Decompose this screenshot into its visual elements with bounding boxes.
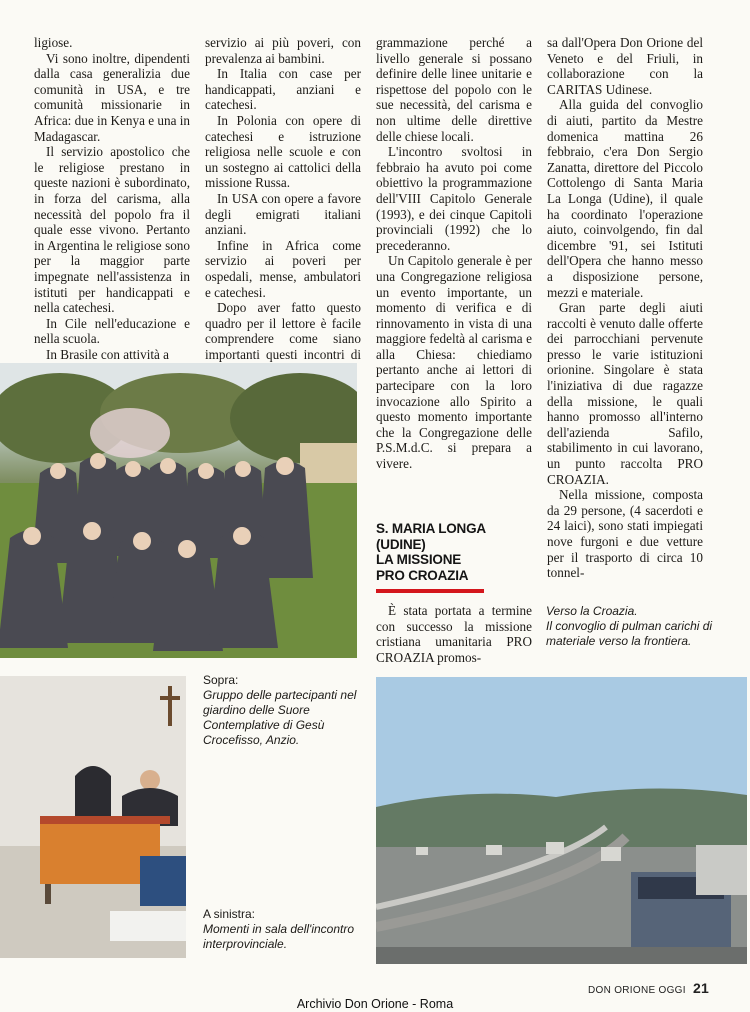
highway-photo: [376, 677, 747, 964]
paragraph: ligiose.: [34, 35, 73, 50]
paragraph: sa dall'Opera Don Orione del Veneto e del Friuli, in collaborazione con la CARITAS Udinese.: [547, 35, 703, 97]
heading-line: PRO CROAZIA: [376, 567, 469, 583]
heading-line: LA MISSIONE: [376, 552, 462, 567]
page-number: 21: [692, 980, 710, 996]
paragraph: L'incontro svoltosi in febbraio ha avuto poi come obiettivo la programmazione dell'VIII Capitolo Generale (1993), e dei cinque Capitoli provinciali (1992) che lo precederanno.: [376, 144, 532, 253]
paragraph: Un Capitolo generale è per una Congregazione religiosa un evento importante, un momento di verifica e di rinnovamento in vista di una maggiore fedeltà al carisma e alla Chiesa: chiediamo pertanto anche ai lettori di partecipare con la loro invocazione allo Spirito a questo momento importante che la Congregazione delle P.S.M.d.C. si prepara a vivere.: [376, 253, 532, 472]
paragraph: grammazione perché a livello generale si possano definire delle linee unitarie e rispettose del popolo con le sue necessità, del carisma e non ultime delle direttive delle chiese locali.: [376, 35, 532, 144]
paragraph: In USA con opere a favore degli emigrati italiani anziani.: [205, 190, 361, 238]
group-photo-illustration: [0, 363, 357, 658]
article-column-3: [376, 35, 532, 472]
paragraph: È stata portata a termine con successo la missione cristiana umanitaria PRO CROAZIA promos-: [376, 603, 532, 665]
article-column-2: [205, 35, 361, 378]
caption-croazia: [546, 604, 736, 649]
paragraph: Il servizio apostolico che le religiose prestano in queste nazioni è subordinato, in forza del carisma, alla necessità del popolo fra il quale esse vivono. Pertanto in Argentina le religiose sono per la maggior parte impegnate nell'assistenza in istituti per handicappati e nella catechesi.: [34, 144, 190, 316]
paragraph: Dopo aver fatto questo quadro per il lettore è facile comprendere come siano importanti questi incontri di: [205, 300, 361, 362]
article-column-4: [547, 35, 703, 581]
highway-photo-illustration: [376, 677, 747, 964]
caption-lead: Sopra:: [203, 673, 239, 687]
archive-note: Archivio Don Orione - Roma: [296, 997, 454, 1011]
magazine-name: DON ORIONE OGGI: [588, 985, 686, 996]
paragraph: In Italia con case per handicappati, anziani e catechesi.: [205, 66, 361, 113]
paragraph: In Brasile con attività a: [46, 346, 170, 362]
paragraph: Infine in Africa come servizio ai poveri per ospedali, mense, ambulatori e catechesi.: [205, 237, 361, 300]
article-column-3b: [376, 603, 532, 665]
paragraph: servizio ai più poveri, con prevalenza ai bambini.: [205, 35, 361, 66]
article-column-1: [34, 35, 190, 362]
heading-line: S. MARIA LONGA: [376, 521, 486, 536]
caption-lead: A sinistra:: [203, 907, 256, 921]
paragraph: In Cile nell'educazione e nella scuola.: [34, 315, 190, 347]
caption-text: Gruppo delle partecipanti nel giardino delle Suore Contemplative di Gesù Crocefisso, Anzio.: [203, 688, 357, 747]
paragraph: Alla guida del convoglio di aiuti, partito da Mestre domenica mattina 26 febbraio, c'era Don Sergio Zanatta, direttore del Piccolo Cottolengo di Santa Maria La Longa (Udine), il quale ha coordinato l'operazione aiuto, coinvolgendo, fin dal dicembre '91, sei Istituti dell'Opera che hanno messo a disposizione persone, mezzi e materiale.: [547, 97, 703, 300]
heading-red-rule: [376, 589, 484, 593]
paragraph: In Polonia con opere di catechesi e istruzione religiosa nelle scuole e con un sostegno ai cattolici della missione Russa.: [205, 112, 361, 191]
caption-sopra: [203, 673, 363, 748]
paragraph: Vi sono inoltre, dipendenti dalla casa generalizia due comunità in USA, e tre comunità missionarie in Africa: due in Kenya e una in Madagascar.: [34, 50, 190, 144]
caption-text: Momenti in sala dell'incontro interprovinciale.: [203, 922, 355, 951]
paragraph: Nella missione, composta da 29 persone, (4 sacerdoti e 24 laici), sono stati impiegati nove furgoni e due vetture per il trasporto di circa 10 tonnel-: [547, 487, 703, 581]
heading-line: (UDINE): [376, 536, 426, 552]
group-photo: [0, 363, 357, 658]
caption-text: Verso la Croazia.: [546, 604, 638, 618]
page-footer: [588, 980, 709, 996]
meeting-photo: [0, 676, 186, 958]
caption-sinistra: [203, 907, 363, 952]
paragraph: Gran parte degli aiuti raccolti è venuto dalle offerte dei parrocchiani pervenute presso le varie istituzioni orionine. Singolare è stata l'iniziativa di due ragazze della missione, le quali hanno promosso all'interno dell'azienda Safilo, stabilimento in cui lavorano, un punto raccolta PRO CROAZIA.: [547, 300, 703, 487]
meeting-photo-illustration: [0, 676, 186, 958]
section-heading: [376, 521, 546, 583]
caption-text: Il convoglio di pulman carichi di materiale verso la frontiera.: [546, 619, 713, 648]
